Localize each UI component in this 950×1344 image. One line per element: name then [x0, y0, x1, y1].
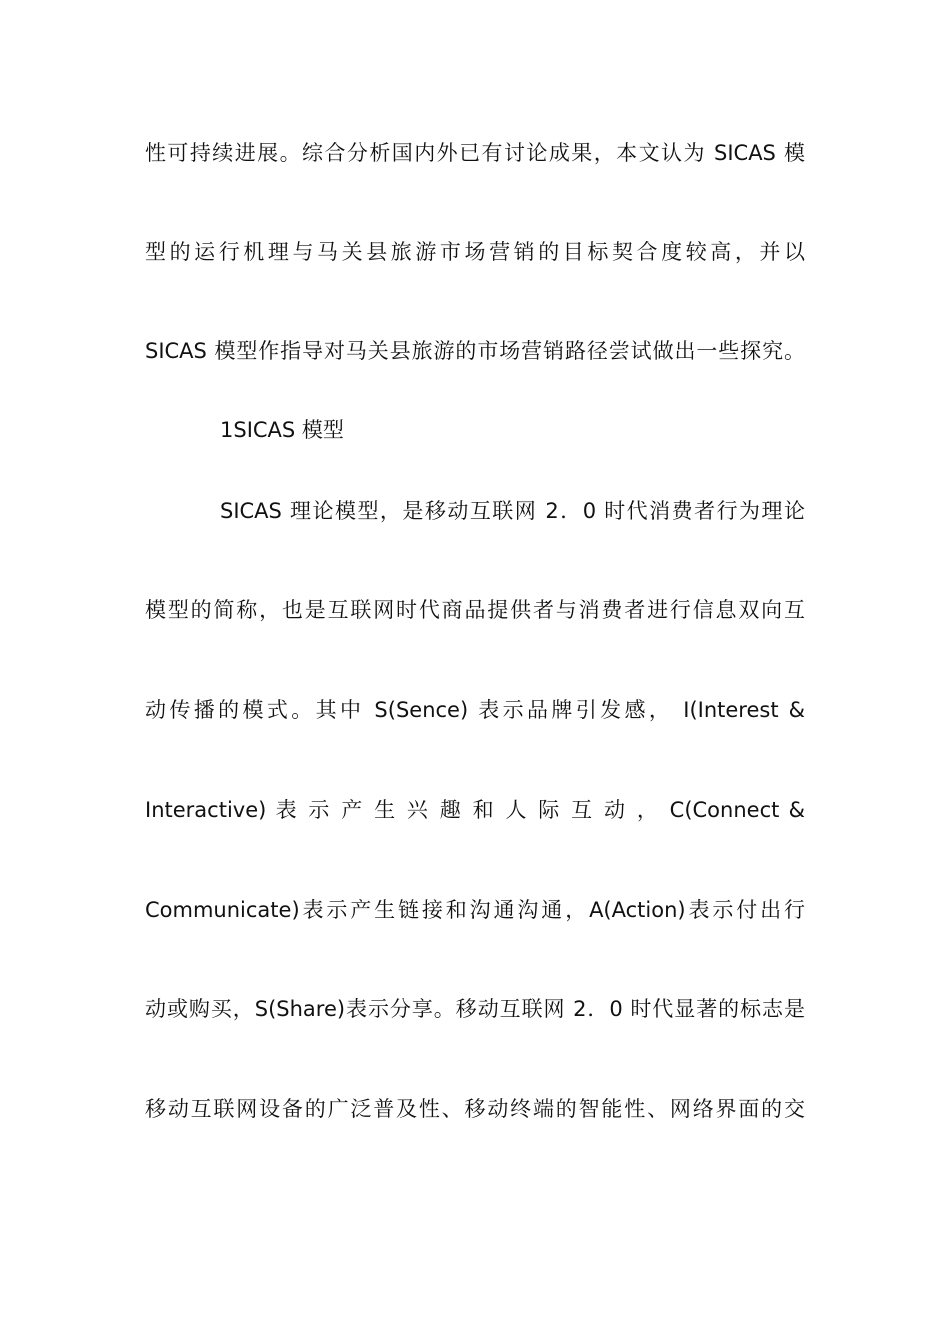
- paragraph-line: Communicate)表示产生链接和沟通沟通，A(Action)表示付出行: [145, 898, 805, 922]
- section-heading: 1SICAS 模型: [220, 418, 344, 442]
- paragraph-line: 性可持续进展。综合分析国内外已有讨论成果，本文认为 SICAS 模: [145, 141, 805, 165]
- paragraph-line: 移动互联网设备的广泛普及性、移动终端的智能性、网络界面的交: [145, 1097, 805, 1121]
- paragraph-line: 模型的简称，也是互联网时代商品提供者与消费者进行信息双向互: [145, 598, 805, 622]
- paragraph-line: 动传播的模式。其中 S(Sence) 表示品牌引发感， I(Interest &: [145, 698, 805, 722]
- paragraph-line: SICAS 理论模型，是移动互联网 2．0 时代消费者行为理论: [220, 499, 805, 523]
- paragraph-line: 动或购买，S(Share)表示分享。移动互联网 2．0 时代显著的标志是: [145, 997, 805, 1021]
- paragraph-line: Interactive) 表 示 产 生 兴 趣 和 人 际 互 动 ， C(Connect &: [145, 798, 805, 822]
- paragraph-line: 型的运行机理与马关县旅游市场营销的目标契合度较高，并以: [145, 240, 805, 264]
- paragraph-line: SICAS 模型作指导对马关县旅游的市场营销路径尝试做出一些探究。: [145, 339, 805, 363]
